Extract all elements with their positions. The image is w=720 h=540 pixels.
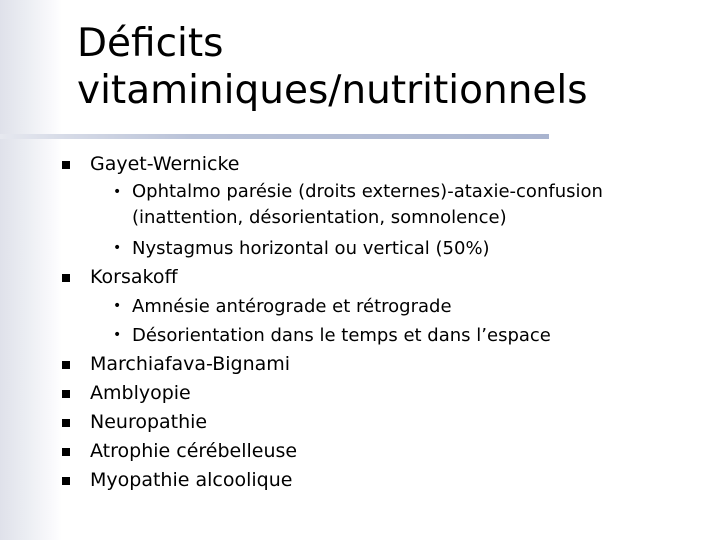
title-underline xyxy=(0,134,549,139)
item-label: Amblyopie xyxy=(90,382,191,404)
list-item-amblyopie xyxy=(62,379,712,408)
bullet-dot-icon: • xyxy=(113,298,122,314)
square-bullet-icon xyxy=(62,390,70,398)
list-item-myopathie-alcoolique xyxy=(62,466,712,495)
sub-list xyxy=(90,179,712,263)
sub-item-text: Amnésie antérograde et rétrograde xyxy=(132,296,452,317)
item-label: Gayet-Wernicke xyxy=(90,153,240,175)
list-item-gayet-wernicke xyxy=(62,150,712,263)
sub-item xyxy=(106,321,712,350)
square-bullet-icon xyxy=(62,419,70,427)
left-gradient-band xyxy=(0,0,62,540)
sub-item xyxy=(106,234,712,263)
bullet-list xyxy=(62,150,712,495)
square-bullet-icon xyxy=(62,448,70,456)
item-label: Neuropathie xyxy=(90,411,208,433)
bullet-dot-icon: • xyxy=(113,184,122,200)
bullet-dot-icon: • xyxy=(113,327,122,343)
item-label: Marchiafava-Bignami xyxy=(90,353,291,375)
sub-list xyxy=(90,292,712,350)
sub-item-text: Nystagmus horizontal ou vertical (50%) xyxy=(132,238,490,259)
sub-item-text: Ophtalmo parésie (droits externes)-ataxie-confusion (inattention, désorientation, somnolence) xyxy=(132,181,603,228)
square-bullet-icon xyxy=(62,477,70,485)
sub-item xyxy=(106,292,712,321)
bullet-dot-icon: • xyxy=(113,240,122,256)
list-item-korsakoff xyxy=(62,263,712,350)
slide-title: Déficits vitaminiques/nutritionnels xyxy=(77,21,588,113)
list-item-marchiafava-bignami xyxy=(62,350,712,379)
sub-item xyxy=(106,179,712,231)
item-label: Atrophie cérébelleuse xyxy=(90,440,298,462)
square-bullet-icon xyxy=(62,361,70,369)
list-item-atrophie-cerebelleuse xyxy=(62,437,712,466)
item-label: Korsakoff xyxy=(90,266,178,288)
square-bullet-icon xyxy=(62,161,70,169)
sub-item-text: Désorientation dans le temps et dans l’espace xyxy=(132,325,551,346)
list-item-neuropathie xyxy=(62,408,712,437)
square-bullet-icon xyxy=(62,274,70,282)
item-label: Myopathie alcoolique xyxy=(90,469,293,491)
